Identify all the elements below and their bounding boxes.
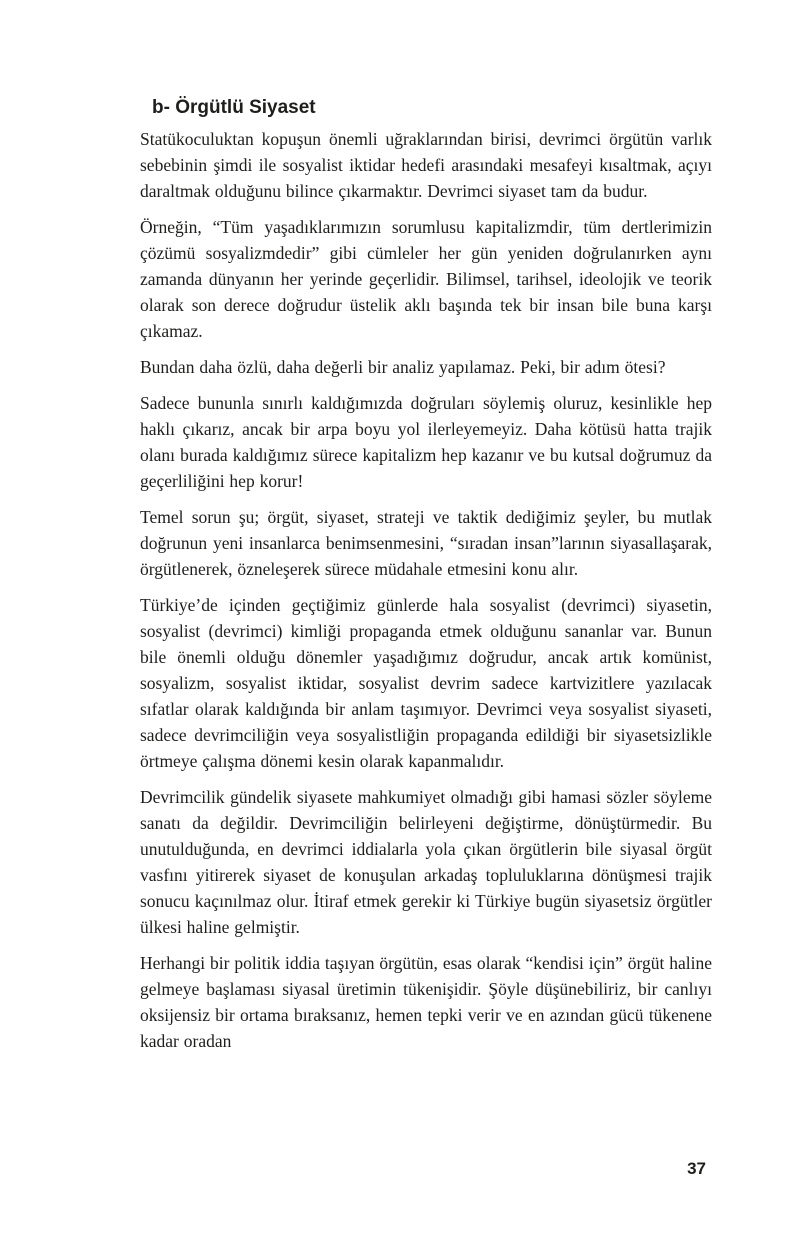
page-content xyxy=(140,96,712,1064)
body-paragraph: Temel sorun şu; örgüt, siyaset, strateji ve taktik dediğimiz şeyler, bu mutlak doğrunun yeni insanlarca benimsenmesini, “sıradan insan”larının siyasallaşarak, örgütlenerek, özneleşerek sürece müdahale etmesini konu alır. xyxy=(140,507,712,579)
body-paragraph: Örneğin, “Tüm yaşadıklarımızın sorumlusu kapitalizmdir, tüm dertlerimizin çözümü sosyalizmdedir” gibi cümleler her gün yeniden doğrulanırken aynı zamanda dünyanın her yerinde geçerlidir. Bilimsel, tarihsel, ideolojik ve teorik olarak son derece doğrudur üstelik aklı başında tek bir insan bile buna karşı çıkamaz. xyxy=(140,217,712,341)
page-number: 37 xyxy=(687,1159,706,1178)
body-paragraph: Sadece bununla sınırlı kaldığımızda doğruları söylemiş oluruz, kesinlikle hep haklı çıkarız, ancak bir arpa boyu yol ilerleyemeyiz. Daha kötüsü hatta trajik olanı burada kaldığımız sürece kapitalizm hep kazanır ve bu kutsal doğrumuz da geçerliliğini hep korur! xyxy=(140,393,712,491)
body-paragraph: Bundan daha özlü, daha değerli bir analiz yapılamaz. Peki, bir adım ötesi? xyxy=(140,357,666,377)
section-heading: b- Örgütlü Siyaset xyxy=(152,97,316,118)
body-paragraph: Devrimcilik gündelik siyasete mahkumiyet olmadığı gibi hamasi sözler söyleme sanatı da değildir. Devrimciliğin belirleyeni değiştirme, dönüştürmedir. Bu unutulduğunda, en devrimci iddialarla yola çıkan örgütlerin bile siyasal örgüt vasfını yitirerek siyaset de konuşulan arkadaş topluluklarına dönüşmesi trajik sonucu kaçınılmaz olur. İtiraf etmek gerekir ki Türkiye bugün siyasetsiz örgütler ülkesi haline gelmiştir. xyxy=(140,787,712,937)
body-paragraph: Türkiye’de içinden geçtiğimiz günlerde hala sosyalist (devrimci) siyasetin, sosyalist (devrimci) kimliği propaganda etmek olduğunu sananlar var. Bunun bile önemli olduğu dönemler yaşadığımız doğrudur, ancak artık komünist, sosyalizm, sosyalist iktidar, sosyalist devrim sadece kartvizitlere yazılacak sıfatlar olarak kaldığında bir anlam taşımıyor. Devrimci veya sosyalist siyaseti, sadece devrimciliğin veya sosyalistliğin propaganda edildiği bir siyasetsizlikle örtmeye çalışma dönemi kesin olarak kapanmalıdır. xyxy=(140,595,712,771)
body-paragraph: Herhangi bir politik iddia taşıyan örgütün, esas olarak “kendisi için” örgüt haline gelmeye başlaması siyasal üretimin tükenişidir. Şöyle düşünebiliriz, bir canlıyı oksijensiz bir ortama bıraksanız, hemen tepki verir ve en azından gücü tükenene kadar oradan xyxy=(140,953,712,1051)
body-paragraph: Statükoculuktan kopuşun önemli uğraklarından birisi, devrimci örgütün varlık sebebinin şimdi ile sosyalist iktidar hedefi arasındaki mesafeyi kısaltmak, açıyı daraltmak olduğunu bilince çıkarmaktır. Devrimci siyaset tam da budur. xyxy=(140,129,712,201)
